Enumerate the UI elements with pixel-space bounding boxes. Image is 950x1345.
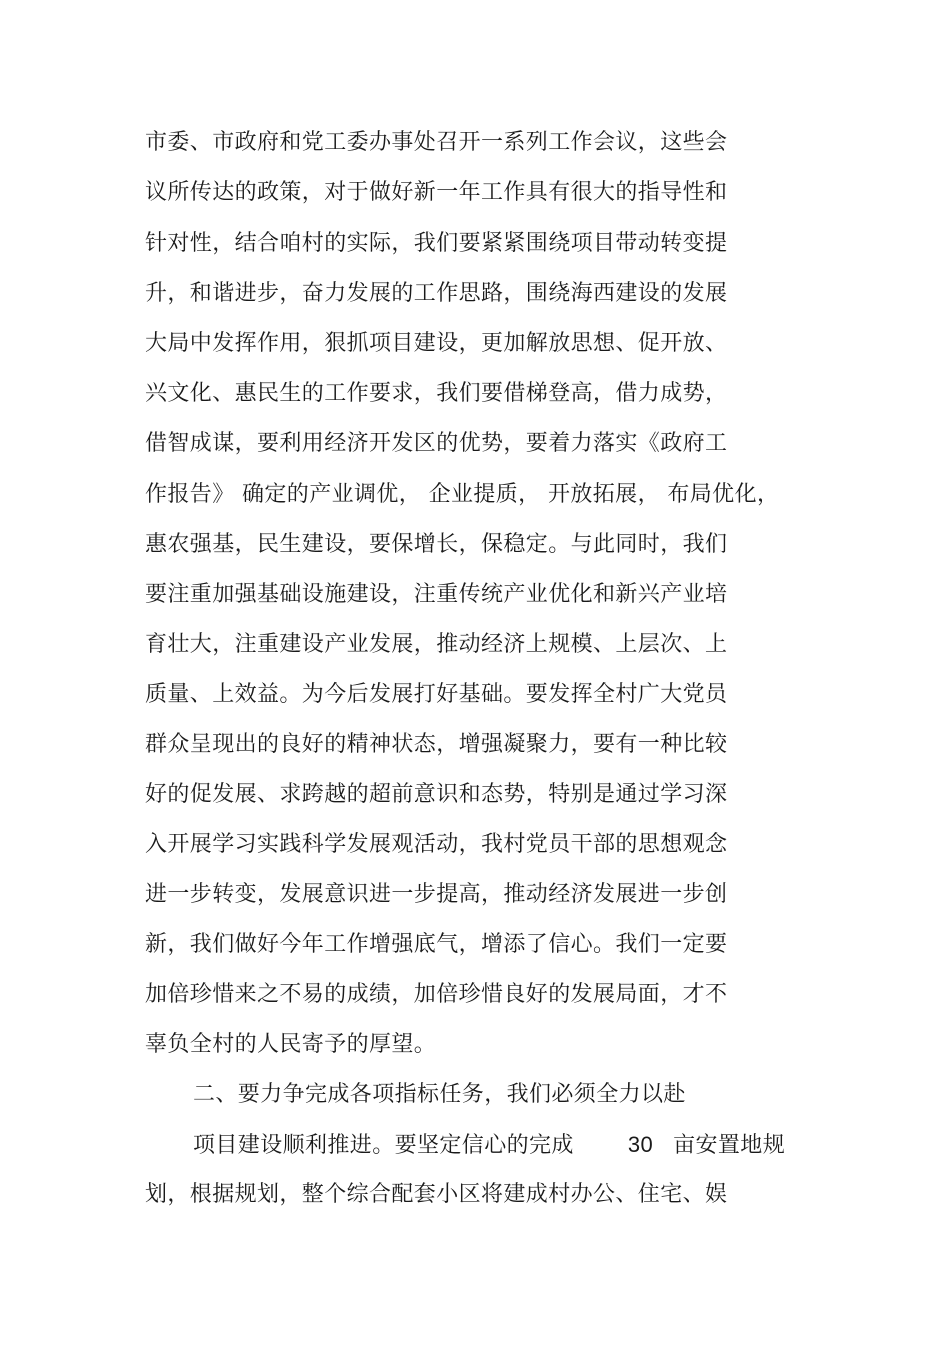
text-line: 好的促发展、求跨越的超前意识和态势，特别是通过学习深 <box>145 782 728 807</box>
text-line: 针对性，结合咱村的实际，我们要紧紧围绕项目带动转变提 <box>145 231 728 256</box>
text-line: 质量、上效益。为今后发展打好基础。要发挥全村广大党员 <box>145 682 728 707</box>
text-line: 市委、市政府和党工委办事处召开一系列工作会议，这些会 <box>145 130 728 155</box>
text-line: 新，我们做好今年工作增强底气，增添了信心。我们一定要 <box>145 932 728 957</box>
text-line: 要注重加强基础设施建设，注重传统产业优化和新兴产业培 <box>145 582 728 607</box>
text-line: 兴文化、惠民生的工作要求，我们要借梯登高，借力成势， <box>145 381 728 406</box>
acreage-number: 30 <box>627 1132 654 1157</box>
text-line: 辜负全村的人民寄予的厚望。 <box>145 1032 437 1057</box>
section-heading: 二、要力争完成各项指标任务，我们必须全力以赴 <box>193 1082 686 1107</box>
text-line: 育壮大，注重建设产业发展，推动经济上规模、上层次、上 <box>145 632 728 657</box>
text-line: 借智成谋，要利用经济开发区的优势，要着力落实《政府工 <box>145 431 728 456</box>
text-line: 进一步转变，发展意识进一步提高，推动经济发展进一步创 <box>145 882 728 907</box>
paragraph-first-line <box>193 1130 785 1161</box>
text-line: 群众呈现出的良好的精神状态，增强凝聚力，要有一种比较 <box>145 732 728 757</box>
text-line: 加倍珍惜来之不易的成绩，加倍珍惜良好的发展局面，才不 <box>145 982 728 1007</box>
text-line: 作报告》 确定的产业调优， 企业提质， 开放拓展， 布局优化， <box>145 482 780 507</box>
text-line: 划，根据规划，整个综合配套小区将建成村办公、住宅、娱 <box>145 1182 728 1207</box>
paragraph-text: 项目建设顺利推进。要坚定信心的完成 <box>193 1133 574 1158</box>
text-line: 升，和谐进步，奋力发展的工作思路，围绕海西建设的发展 <box>145 281 728 306</box>
text-line: 惠农强基，民生建设，要保增长，保稳定。与此同时，我们 <box>145 532 728 557</box>
paragraph-text: 亩安置地规 <box>673 1133 786 1158</box>
text-line: 大局中发挥作用，狠抓项目建设，更加解放思想、促开放、 <box>145 331 728 356</box>
text-line: 议所传达的政策，对于做好新一年工作具有很大的指导性和 <box>145 180 728 205</box>
text-line: 入开展学习实践科学发展观活动，我村党员干部的思想观念 <box>145 832 728 857</box>
